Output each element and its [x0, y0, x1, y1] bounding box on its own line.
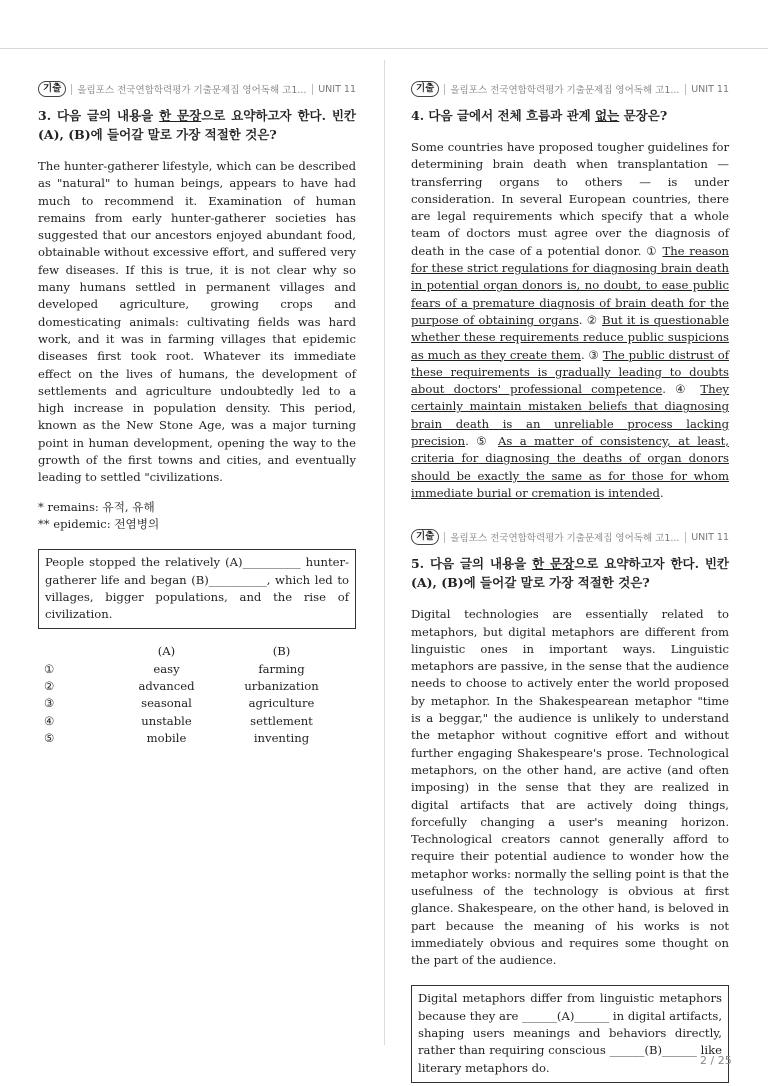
- question-header: [411, 80, 729, 98]
- sentence-5: As a matter of consistency, at least, criteria for diagnosing the deaths of organ donors should be exactly the same as for those for whom immediate burial or cremation is intended: [411, 434, 729, 500]
- sentence-number: ②: [586, 312, 598, 327]
- choice-b: inventing: [253, 730, 310, 745]
- choice-a: unstable: [141, 713, 192, 728]
- right-column: [411, 80, 729, 1083]
- summary-box: People stopped the relatively (A)__________ hunter-gatherer life and began (B)__________, which led to villages, bigger populations, and the rise of civilization.: [38, 549, 356, 629]
- top-rule: [0, 48, 768, 49]
- sentence-1: The reason for these strict regulations for diagnosing brain death in potential organ donors is, no doubt, to ease public fears of a premature diagnosis of brain death for the purpose of obtaining organs: [411, 243, 730, 327]
- column-a-header: (A): [157, 644, 176, 659]
- page-number: 2 / 25: [700, 1054, 732, 1067]
- choice-number: ④: [44, 713, 55, 728]
- column-b-header: (B): [272, 644, 291, 659]
- unit-label: UNIT 11: [318, 83, 356, 95]
- sentence-number: ⑤: [476, 434, 491, 449]
- question-5-prompt: 5. 다음 글의 내용을 한 문장으로 요약하고자 한다. 빈칸 (A), (B)에 들어갈 말로 가장 적절한 것은?: [411, 556, 730, 591]
- choice-a: mobile: [146, 730, 187, 745]
- choice-row[interactable]: [44, 713, 344, 730]
- choice-header-row: [44, 643, 344, 660]
- footnote: ** epidemic: 전염병의: [38, 516, 160, 531]
- answer-choices: [38, 643, 356, 747]
- choice-row[interactable]: [44, 695, 344, 712]
- choice-row[interactable]: [44, 661, 344, 678]
- footnotes: [38, 499, 356, 534]
- question-3-passage: The hunter-gatherer lifestyle, which can be described as "natural" to human beings, appears to have had much to recommend it. Examination of human remains from early hunter-gatherer societies has suggested that our ancestors enjoyed abundant food, obtainable without excessive effort, and suffered very few diseases. If this is true, it is not clear why so many humans settled in permanent villages and developed agriculture, growing crops and domesticating animals: cultivating fields was hard work, and it was in farming villages that epidemic diseases first took root. Whatever its immediate effect on the lives of humans, the development of settlements and agriculture undoubtedly led to a high increase in population density. This period, known as the New Stone Age, was a major turning point in human development, opening the way to the growth of the first towns and cities, and eventually leading to settled "civilizations.: [38, 159, 356, 485]
- choice-b: urbanization: [244, 679, 319, 694]
- source-title: 올림포스 전국연합학력평가 기출문제집 영어독해 고1...: [77, 85, 307, 96]
- sentence-3: The public distrust of these requirements is gradually leading to doubts about doctors' professional competence: [411, 347, 729, 397]
- question-5-passage: Digital technologies are essentially related to metaphors, but digital metaphors are different from linguistic ones in important ways. Linguistic metaphors are passive, in the sense that the audience needs to choose to actively enter the world proposed by metaphor. In the Shakespearean metaphor "time is a beggar," the audience is unlikely to understand the metaphor without cognitive effort and without further engaging Shakespeare's prose. Technological metaphors, on the other hand, are active (and often imposing) in the sense that they are realized in digital artifacts that are actively doing things, forcefully changing a user's meaning horizon. Technological creators cannot generally afford to require their potential audience to wonder how the metaphor works: normally the selling point is that the usefulness of the technology is obvious at first glance. Shakespeare, on the other hand, is beloved in part because the meaning of his works is not immediately obvious and requires some thought on the part of the audience.: [411, 607, 729, 968]
- sentence-number: ③: [588, 347, 599, 362]
- header-separator: [685, 532, 686, 543]
- choice-row[interactable]: [44, 678, 344, 695]
- sentence-number: ①: [646, 243, 658, 258]
- summary-box: Digital metaphors differ from linguistic metaphors because they are ______(A)______ in digital artifacts, shaping users meanings and behaviors directly, rather than requiring conscious ______(B)______ like literary metaphors do.: [411, 985, 729, 1082]
- column-divider: [384, 60, 385, 1045]
- sentence-2: But it is questionable whether these requirements reduce public suspicions as much as they create them: [411, 312, 729, 362]
- sentence-number: ④: [675, 382, 692, 397]
- choice-number: ③: [44, 696, 55, 711]
- choice-b: farming: [258, 661, 305, 676]
- header-separator: [71, 84, 72, 95]
- choice-b: agriculture: [248, 696, 315, 711]
- header-separator: [312, 84, 313, 95]
- choice-number: ②: [44, 679, 55, 694]
- exam-badge: 기출: [38, 81, 66, 97]
- header-separator: [685, 84, 686, 95]
- exam-badge: 기출: [411, 529, 439, 545]
- choice-a: advanced: [138, 679, 195, 694]
- header-separator: [444, 532, 445, 543]
- passage-intro: Some countries have proposed tougher guidelines for determining brain death when transplantation — transferring organs to others — is under consideration. In several European countries, there are legal requirements which specify that a whole team of doctors must agree over the diagnosis of death in the case of a potential donor.: [411, 140, 729, 258]
- header-separator: [444, 84, 445, 95]
- question-3-prompt: 3. 다음 글의 내용을 한 문장으로 요약하고자 한다. 빈칸 (A), (B)에 들어갈 말로 가장 적절한 것은?: [38, 108, 357, 142]
- question-header: [411, 528, 729, 546]
- choice-row[interactable]: [44, 730, 344, 747]
- source-title: 올림포스 전국연합학력평가 기출문제집 영어독해 고1...: [450, 533, 680, 545]
- question-4-passage: Some countries have proposed tougher guidelines for determining brain death when transplantation — transferring organs to others — is under consideration. In several European countries, there are legal requirements which specify that a whole team of doctors must agree over the diagnosis of death in the case of a potential donor. ① The reason for these strict regulations for diagnosing brain death in potential organ donors is, no doubt, to ease public fears of a premature diagnosis of brain death for the purpose of obtaining organs. ② But it is questionable whether these requirements reduce public suspicions as much as they create them. ③ The public distrust of these requirements is gradually leading to doubts about doctors' professional competence. ④ They certainly maintain mistaken beliefs that diagnosing brain death is an unreliable process lacking precision. ⑤ As a matter of consistency, at least, criteria for diagnosing the deaths of organ donors should be exactly the same as for those for whom immediate burial or cremation is intended.: [411, 140, 730, 500]
- unit-label: UNIT 11: [691, 531, 729, 543]
- choice-number: ①: [44, 661, 55, 676]
- unit-label: UNIT 11: [691, 83, 729, 95]
- left-column: [38, 80, 356, 747]
- question-4-prompt: 4. 다음 글에서 전체 흐름과 관계 없는 문장은?: [411, 108, 668, 123]
- sentence-4: They certainly maintain mistaken beliefs that diagnosing brain death is an unreliable process lacking precision: [411, 382, 729, 449]
- footnote: * remains: 유적, 유해: [38, 499, 155, 514]
- exam-badge: 기출: [411, 81, 439, 97]
- question-header: [38, 80, 356, 98]
- choice-a: seasonal: [141, 696, 192, 711]
- source-title: 올림포스 전국연합학력평가 기출문제집 영어독해 고1...: [450, 85, 680, 96]
- choice-b: settlement: [250, 713, 313, 728]
- choice-a: easy: [153, 661, 180, 676]
- choice-number: ⑤: [44, 730, 55, 745]
